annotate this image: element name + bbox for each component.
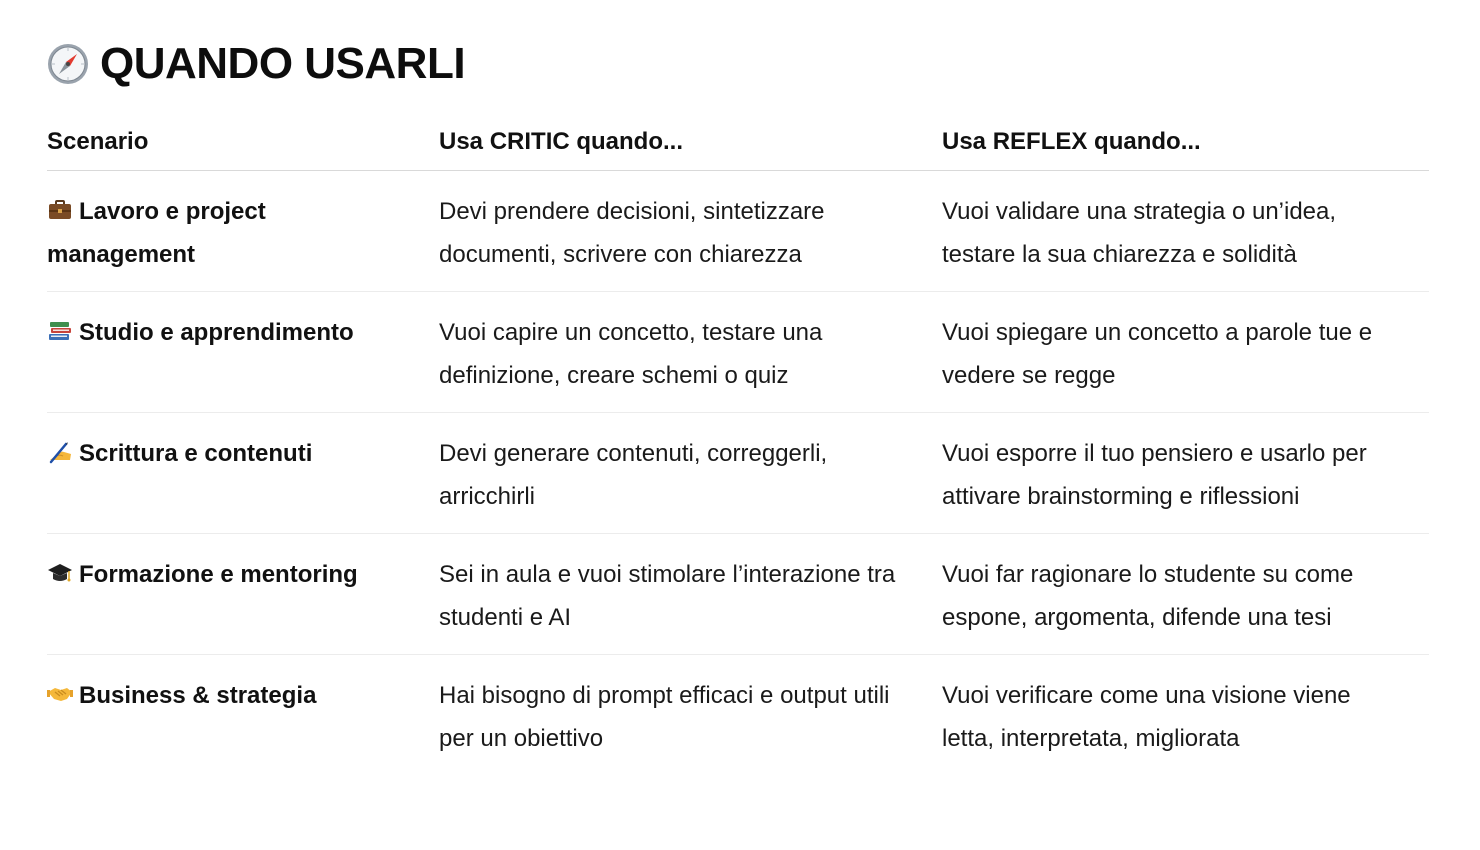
header-reflex: Usa REFLEX quando... [942, 114, 1429, 171]
critic-cell: Sei in aula e vuoi stimolare l’interazione tra studenti e AI [439, 534, 942, 655]
reflex-cell: Vuoi verificare come una visione viene letta, interpretata, migliorata [942, 682, 1351, 752]
table-row [47, 171, 1429, 292]
header-critic: Usa CRITIC quando... [439, 114, 942, 171]
critic-cell: Hai bisogno di prompt efficaci e output utili per un obiettivo [439, 682, 890, 752]
scenario-label: Studio e apprendimento [79, 319, 354, 346]
scenario-label: Formazione e mentoring [79, 561, 358, 588]
critic-cell: Devi prendere decisioni, sintetizzare documenti, scrivere con chiarezza [439, 171, 942, 292]
title-row [46, 38, 465, 90]
briefcase-icon [47, 198, 73, 222]
table-row [47, 534, 1429, 655]
scenario-cell [47, 171, 439, 292]
books-icon [47, 319, 73, 343]
header-scenario: Scenario [47, 114, 439, 171]
table-row [47, 292, 1429, 413]
reflex-cell: Vuoi validare una strategia o un’idea, testare la sua chiarezza e solidità [942, 171, 1429, 292]
scenario-label: Business & strategia [79, 682, 317, 709]
table-row [47, 655, 1429, 776]
scenario-cell [47, 655, 439, 776]
writing-hand-icon [47, 440, 73, 464]
reflex-cell: Vuoi far ragionare lo studente su come espone, argomenta, difende una tesi [942, 534, 1429, 655]
scenario-label: Lavoro e project management [47, 198, 266, 268]
table-row [47, 413, 1429, 534]
scenario-cell [47, 413, 439, 534]
compass-icon [46, 42, 90, 86]
handshake-icon [47, 682, 73, 706]
scenario-cell [47, 292, 439, 413]
usage-table [47, 114, 1429, 775]
table-header-row [47, 114, 1429, 171]
critic-cell: Devi generare contenuti, correggerli, arricchirli [439, 413, 942, 534]
graduation-cap-icon [47, 561, 73, 585]
reflex-cell: Vuoi esporre il tuo pensiero e usarlo per attivare brainstorming e riflessioni [942, 413, 1429, 534]
critic-cell: Vuoi capire un concetto, testare una definizione, creare schemi o quiz [439, 292, 942, 413]
scenario-label: Scrittura e contenuti [79, 440, 313, 467]
reflex-cell: Vuoi spiegare un concetto a parole tue e vedere se regge [942, 292, 1429, 413]
page-title: QUANDO USARLI [100, 39, 466, 88]
scenario-cell [47, 534, 439, 655]
